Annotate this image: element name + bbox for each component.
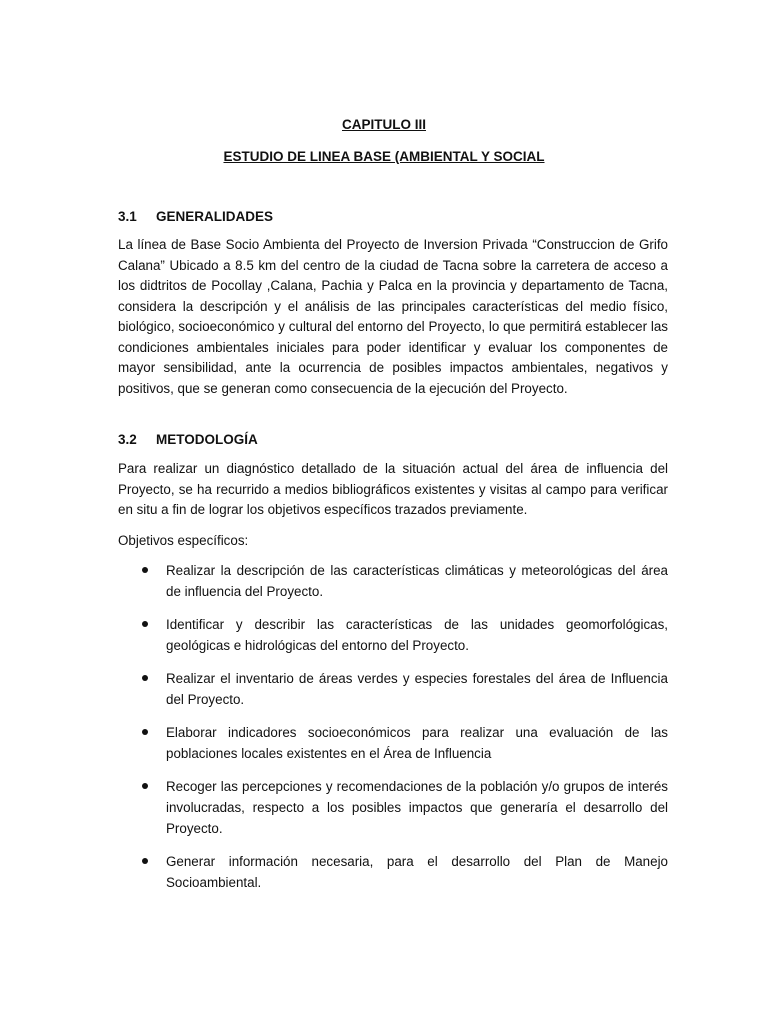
list-item-text: Recoger las percepciones y recomendaciones de la población y/o grupos de interés involucradas, respecto a los posibles impactos que generaría el desarrollo del Proyecto. [166,779,668,836]
list-item-text: Realizar el inventario de áreas verdes y especies forestales del área de Influencia del Proyecto. [166,671,668,707]
section-number: 3.1 [118,209,137,224]
section-heading-metodologia [118,432,258,447]
list-item-text: Generar información necesaria, para el desarrollo del Plan de Manejo Socioambiental. [166,854,668,890]
bullet-icon [142,858,148,864]
section-body-metodologia: Para realizar un diagnóstico detallado de la situación actual del área de influencia del Proyecto, se ha recurrido a medios bibliográficos existentes y visitas al campo para verificar en situ a fin de lograr los objetivos específicos trazados previamente. [118,461,668,517]
list-item-text: Identificar y describir las características de las unidades geomorfológicas, geológicas e hidrológicas del entorno del Proyecto. [166,617,668,653]
list-item [118,776,668,839]
list-item [118,614,668,656]
list-item [118,851,668,893]
bullet-icon [142,783,148,789]
bullet-icon [142,621,148,627]
objectives-label: Objetivos específicos: [118,533,249,548]
document-title: ESTUDIO DE LINEA BASE (AMBIENTAL Y SOCIAL [223,149,545,164]
list-item [118,668,668,710]
section-body-generalidades: La línea de Base Socio Ambienta del Proyecto de Inversion Privada “Construccion de Grifo Calana” Ubicado a 8.5 km del centro de la ciudad de Tacna sobre la carretera de acceso a los didtritos de Pocollay ,Calana, Pachia y Palca en la provincia y departamento de Tacna, considera la descripción y el análisis de las principales características del medio físico, biológico, socioeconómico y cultural del entorno del Proyecto, lo que permitirá establecer las condiciones ambientales iniciales para poder identificar y evaluar los componentes de mayor sensibilidad, ante la ocurrencia de posibles impactos ambientales, negativos y positivos, que se generan como consecuencia de la ejecución del Proyecto. [118,237,668,396]
section-heading-text: GENERALIDADES [156,209,274,224]
section-heading-generalidades [118,209,273,224]
list-item-text: Realizar la descripción de las características climáticas y meteorológicas del área de influencia del Proyecto. [166,563,668,599]
section-number: 3.2 [118,432,137,447]
list-item [118,560,668,602]
objectives-list [118,560,668,905]
bullet-icon [142,729,148,735]
bullet-icon [142,675,148,681]
section-heading-text: METODOLOGÍA [156,432,258,447]
list-item [118,722,668,764]
chapter-title: CAPITULO III [342,117,426,132]
bullet-icon [142,567,148,573]
list-item-text: Elaborar indicadores socioeconómicos para realizar una evaluación de las poblaciones locales existentes en el Área de Influencia [166,725,668,761]
